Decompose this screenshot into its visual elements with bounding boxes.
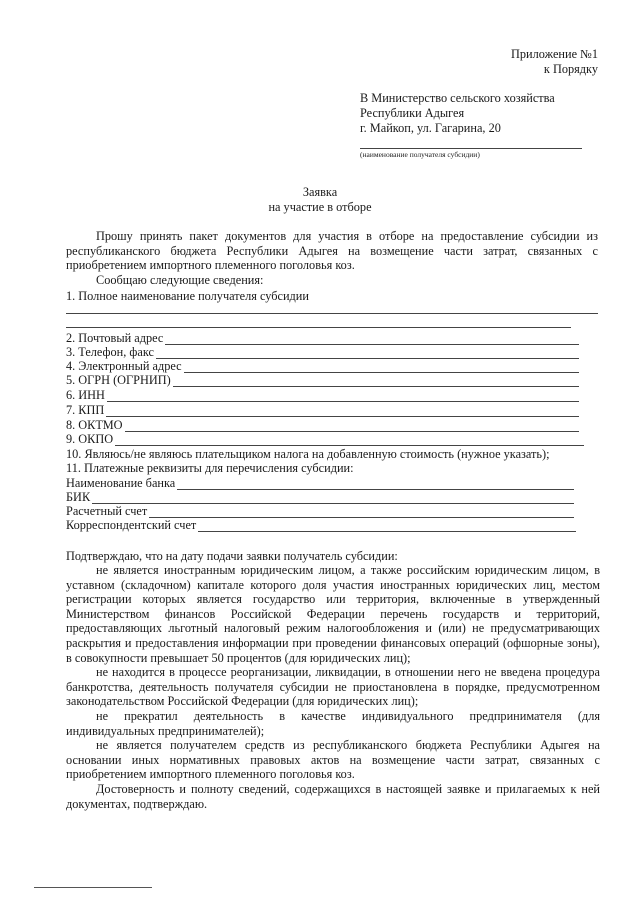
field-account-label: Расчетный счет <box>66 504 148 518</box>
field-kpp[interactable] <box>66 403 579 417</box>
field-vat-status: 10. Являюсь/не являюсь плательщиком налога на добавленную стоимость (нужное указать); <box>66 447 550 461</box>
confirm-item-accuracy: Достоверность и полноту сведений, содержащихся в настоящей заявке и прилагаемых к ней документах, подтверждаю. <box>66 782 600 811</box>
field-okpo[interactable] <box>66 432 584 446</box>
intro-report: Сообщаю следующие сведения: <box>96 273 264 287</box>
field-kpp-label: 7. КПП <box>66 403 105 417</box>
addressee-line1: В Министерство сельского хозяйства <box>360 91 555 105</box>
field-full-name-line2[interactable] <box>66 327 571 328</box>
confirm-item-foreign-entity: не является иностранным юридическим лицом, а также российским юридическим лицом, в уставном (складочном) капитале которого доля участия иностранных юридических лиц, местом регистрации которых является государство или территория, включенные в утвержденный Министерством финансов Российской Федерации перечень государств и территорий, предоставляющих льготный налоговый режим налогообложения и (или) не предусматривающих раскрытия и предоставления информации при проведении финансовых операций (офшорные зоны), в совокупности превышает 50 процентов (для юридических лиц); <box>66 563 600 665</box>
field-bik-line[interactable] <box>92 493 574 504</box>
field-postal-address[interactable] <box>66 331 579 345</box>
recipient-name-line[interactable] <box>360 148 582 149</box>
confirm-heading: Подтверждаю, что на дату подачи заявки получатель субсидии: <box>66 549 398 563</box>
addressee-line3: г. Майкоп, ул. Гагарина, 20 <box>360 121 501 135</box>
field-kpp-line[interactable] <box>106 406 579 417</box>
field-email[interactable] <box>66 359 579 373</box>
intro-request: Прошу принять пакет документов для участия в отборе на предоставление субсидии из республиканского бюджета Республики Адыгея на возмещение части затрат, связанных с приобретением импортного племенного поголовья коз. <box>66 229 598 273</box>
field-phone-fax-line[interactable] <box>156 348 579 359</box>
field-bik[interactable] <box>66 490 574 504</box>
field-phone-fax-label: 3. Телефон, факс <box>66 345 154 359</box>
field-bank-name-label: Наименование банка <box>66 476 176 490</box>
field-postal-address-label: 2. Почтовый адрес <box>66 331 164 345</box>
field-postal-address-line[interactable] <box>165 334 579 345</box>
field-account-line[interactable] <box>149 507 574 518</box>
field-corr-account-label: Корреспондентский счет <box>66 518 197 532</box>
document-title: Заявка <box>302 185 338 199</box>
field-full-name-label: 1. Полное наименование получателя субсидии <box>66 289 309 303</box>
confirm-item-reorganization: не находится в процессе реорганизации, ликвидации, в отношении него не введена процедура банкротства, деятельность получателя субсидии не приостановлена в порядке, предусмотренном законодательством Российской Федерации (для юридических лиц); <box>66 665 600 709</box>
confirm-item-entrepreneur: не прекратил деятельность в качестве индивидуального предпринимателя (для индивидуальных предпринимателей); <box>66 709 600 738</box>
field-ogrn[interactable] <box>66 373 579 387</box>
field-payment-details: 11. Платежные реквизиты для перечисления субсидии: <box>66 461 354 475</box>
field-email-line[interactable] <box>184 362 579 373</box>
field-inn-label: 6. ИНН <box>66 388 105 402</box>
field-corr-account-line[interactable] <box>198 521 576 532</box>
field-account[interactable] <box>66 504 574 518</box>
field-full-name-line1[interactable] <box>66 313 598 314</box>
footnote-separator <box>34 887 152 888</box>
field-bank-name[interactable] <box>66 476 574 490</box>
annex-reference: к Порядку <box>543 62 598 76</box>
field-corr-account[interactable] <box>66 518 576 532</box>
field-ogrn-label: 5. ОГРН (ОГРНИП) <box>66 373 171 387</box>
field-phone-fax[interactable] <box>66 345 579 359</box>
field-bik-label: БИК <box>66 490 91 504</box>
confirm-item-other-funds: не является получателем средств из республиканского бюджета Республики Адыгея на основании иных нормативных правовых актов на возмещение части затрат, связанных с приобретением импортного племенного поголовья коз. <box>66 738 600 782</box>
field-ogrn-line[interactable] <box>173 376 579 387</box>
field-okpo-line[interactable] <box>115 435 584 446</box>
field-inn[interactable] <box>66 388 579 402</box>
field-oktmo[interactable] <box>66 418 579 432</box>
recipient-caption: (наименование получателя субсидии) <box>360 150 480 159</box>
annex-number: Приложение №1 <box>511 47 598 61</box>
addressee-line2: Республики Адыгея <box>360 106 465 120</box>
field-oktmo-line[interactable] <box>125 421 579 432</box>
field-okpo-label: 9. ОКПО <box>66 432 114 446</box>
field-email-label: 4. Электронный адрес <box>66 359 182 373</box>
document-subtitle: на участие в отборе <box>268 200 372 214</box>
field-inn-line[interactable] <box>107 391 579 402</box>
field-bank-name-line[interactable] <box>177 479 574 490</box>
field-oktmo-label: 8. ОКТМО <box>66 418 123 432</box>
